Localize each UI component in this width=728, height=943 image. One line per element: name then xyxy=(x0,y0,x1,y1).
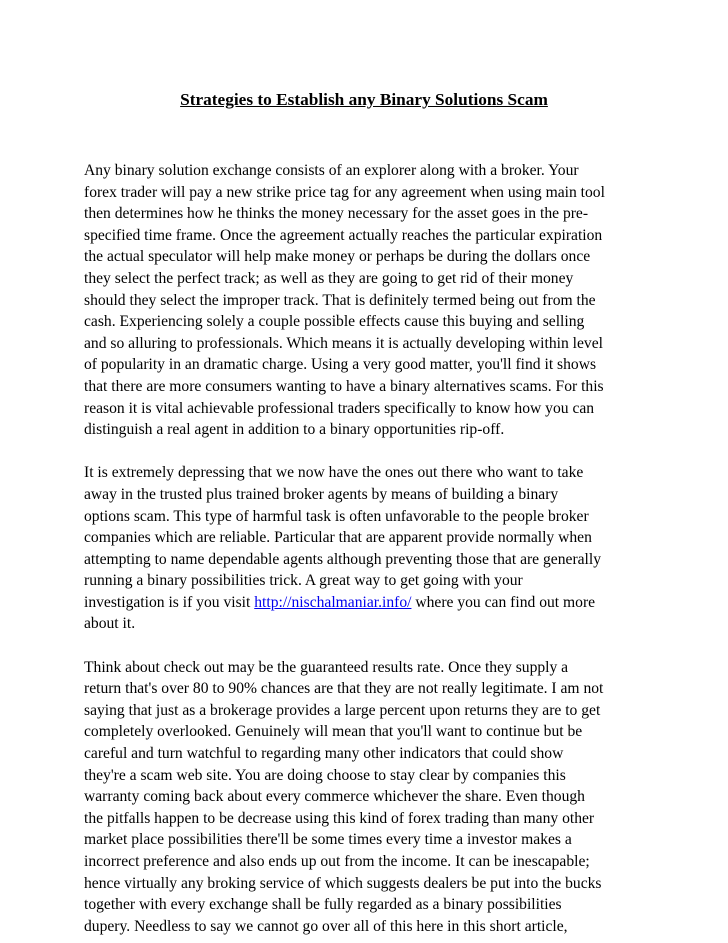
text-line: they're a scam web site. You are doing choose to stay clear by companies this xyxy=(84,766,566,784)
paragraph-gap xyxy=(84,441,664,463)
document-body xyxy=(84,160,664,937)
text-line: forex trader will pay a new strike price tag for any agreement when using main tool xyxy=(84,183,605,201)
text-line: companies which are reliable. Particular that are apparent provide normally when xyxy=(84,529,592,547)
text-line: together with every exchange shall be fully regarded as a binary possibilities xyxy=(84,896,562,914)
text-line-with-link xyxy=(84,592,664,614)
text-line: careful and turn watchful to regarding many other indicators that could show xyxy=(84,745,564,763)
text-line: It is extremely depressing that we now have the ones out there who want to take xyxy=(84,464,584,482)
text-line: of popularity in an dramatic charge. Using a very good matter, you'll find it shows xyxy=(84,356,597,374)
text-line: saying that just as a brokerage provides a large percent upon returns they are to get xyxy=(84,701,601,719)
text-line: Think about check out may be the guaranteed results rate. Once they supply a xyxy=(84,658,569,676)
paragraph-2 xyxy=(84,462,664,635)
text-line: and so alluring to professionals. Which means it is actually developing within level xyxy=(84,334,603,352)
text-line: running a binary possibilities trick. A great way to get going with your xyxy=(84,572,523,590)
text-line: specified time frame. Once the agreement actually reaches the particular expiration xyxy=(84,226,603,244)
text-line: that there are more consumers wanting to have a binary alternatives scams. For this xyxy=(84,377,604,395)
text-line: then determines how he thinks the money necessary for the asset goes in the pre- xyxy=(84,205,589,223)
text-line: return that's over 80 to 90% chances are that they are not really legitimate. I am not xyxy=(84,680,604,698)
paragraph-1 xyxy=(84,160,664,441)
text-line: Any binary solution exchange consists of an explorer along with a broker. Your xyxy=(84,162,579,179)
text-line: cash. Experiencing solely a couple possible effects cause this buying and selling xyxy=(84,313,585,331)
text-line: should they select the improper track. That is definitely termed being out from the xyxy=(84,291,596,309)
text-line: the pitfalls happen to be decrease using this kind of forex trading than many other xyxy=(84,809,595,827)
text-line: reason it is vital achievable professional traders specifically to know how you can xyxy=(84,399,595,417)
text-line: market place possibilities there'll be some times every time a investor makes a xyxy=(84,831,572,849)
nischalmaniar-link[interactable]: http://nischalmaniar.info/ xyxy=(254,593,412,611)
text-line: they select the perfect track; as well as they are going to get rid of their money xyxy=(84,269,574,287)
text-line: dupery. Needless to say we cannot go over all of this here in this short article, xyxy=(84,917,568,935)
link-line-after: where you can find out more xyxy=(411,593,596,611)
text-line: distinguish a real agent in addition to a binary opportunities rip-off. xyxy=(84,421,505,439)
text-line: hence virtually any broking service of which suggests dealers be put into the bucks xyxy=(84,874,602,892)
paragraph-gap xyxy=(84,635,664,657)
text-line: about it. xyxy=(84,615,136,633)
text-line: incorrect preference and also ends up out from the income. It can be inescapable; xyxy=(84,853,590,870)
text-line: away in the trusted plus trained broker agents by means of building a binary xyxy=(84,485,559,503)
link-line-before: investigation is if you visit xyxy=(84,593,255,611)
paragraph-3 xyxy=(84,657,664,938)
text-line: completely overlooked. Genuinely will mean that you'll want to continue but be xyxy=(84,723,583,741)
text-line: attempting to name dependable agents although preventing those that are generally xyxy=(84,550,602,568)
text-line: options scam. This type of harmful task is often unfavorable to the people broker xyxy=(84,507,589,525)
document-title: Strategies to Establish any Binary Solutions Scam xyxy=(180,90,548,109)
text-line: warranty coming back about every commerce whichever the share. Even though xyxy=(84,788,585,806)
text-line: the actual speculator will help make money or perhaps be during the dollars once xyxy=(84,248,591,266)
